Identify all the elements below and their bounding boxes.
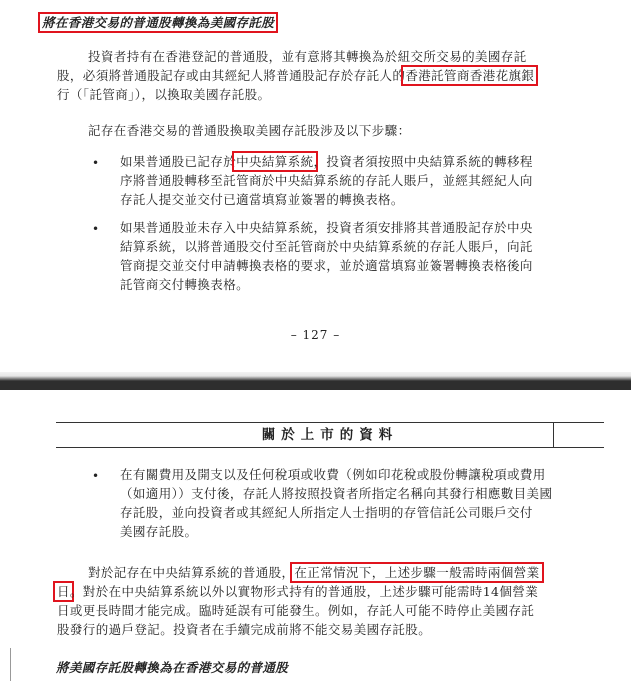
highlight-box-heading: 將在香港交易的普通股轉換為美國存託股 xyxy=(38,12,278,33)
paragraph-steps-intro: 記存在香港交易的普通股換取美國存託股涉及以下步驟： xyxy=(88,123,411,138)
bullet3-line1: 在有關費用及開支以及任何稅項或收費（例如印花稅或股份轉讓稅項或費用 xyxy=(120,467,546,482)
bullet3-line3: 存託股，並向投資者或其經紀人所指定人士指明的存管信託公司賬戶交付 xyxy=(120,505,533,520)
paragraph-ccass-line2: 日。對於在中央結算系統以外以實物形式持有的普通股，上述步驟可能需時14個營業 xyxy=(57,582,538,601)
bullet1-line3: 存託人提交並交付已適當填寫並簽署的轉換表格。 xyxy=(120,192,404,207)
highlight-box-custodian: 香港託管商香港花旗銀 xyxy=(401,65,538,86)
bullet2-line4: 託管商交付轉換表格。 xyxy=(120,277,250,292)
paragraph-ccass-line3: 日或更長時間才能完成。臨時延誤有可能發生。例如，存託人可能不時停止美國存託 xyxy=(57,603,535,618)
bullet-marker: • xyxy=(92,469,100,483)
section-title-bar xyxy=(56,422,604,448)
highlight-box-ccass: 中央結算系統 xyxy=(232,151,317,172)
bullet-marker: • xyxy=(92,222,100,236)
left-margin-line xyxy=(10,648,11,681)
page-number: – 127 – xyxy=(290,328,341,342)
section-title: 關於上市的資料 xyxy=(261,427,399,443)
bullet1-line1: 如果普通股已記存於中央結算系統，投資者須按照中央結算系統的轉移程 xyxy=(120,152,533,171)
bullet1-line2: 序將普通股轉移至託管商於中央結算系統的存託人賬戶，並經其經紀人向 xyxy=(120,173,533,188)
bullet2-line2: 結算系統，以將普通股交付至託管商於中央結算系統的存託人賬戶，向託 xyxy=(120,239,533,254)
bullet-marker: • xyxy=(92,156,100,170)
bullet2-line3: 管商提交並交付申請轉換表格的要求，並於適當填寫並簽署轉換表格後向 xyxy=(120,258,533,273)
paragraph-conversion-intro-line3: 行（「託管商」），以換取美國存託股。 xyxy=(57,87,271,102)
highlight-box-two-days: 在正常情況下，上述步驟一般需時兩個營業 xyxy=(290,562,543,583)
bullet3-line4: 美國存託股。 xyxy=(120,524,198,539)
paragraph-ccass-line4: 股發行的過戶登記。投資者在手續完成前將不能交易美國存託股。 xyxy=(57,622,432,637)
bullet3-line2: （如適用））支付後，存託人將按照投資者所指定名稱向其發行相應數目美國 xyxy=(120,486,553,501)
page-divider xyxy=(0,372,631,390)
paragraph-conversion-intro-line2: 股，必須將普通股記存或由其經紀人將普通股記存於存託人的香港託管商香港花旗銀 xyxy=(57,66,534,85)
paragraph-ccass-line1: 對於記存在中央結算系統的普通股，在正常情況下，上述步驟一般需時兩個營業 xyxy=(88,563,540,582)
paragraph-conversion-intro-line1: 投資者持有在香港登記的普通股，並有意將其轉換為於紐交所交易的美國存託 xyxy=(88,49,527,64)
highlight-box-day: 日 xyxy=(53,581,74,602)
section-heading-hk-to-ads xyxy=(42,13,274,31)
bullet2-line1: 如果普通股並未存入中央結算系統，投資者須安排將其普通股記存於中央 xyxy=(120,220,533,235)
section-title-right-box xyxy=(553,423,604,447)
section-heading-ads-to-hk: 將美國存託股轉換為在香港交易的普通股 xyxy=(56,660,289,675)
